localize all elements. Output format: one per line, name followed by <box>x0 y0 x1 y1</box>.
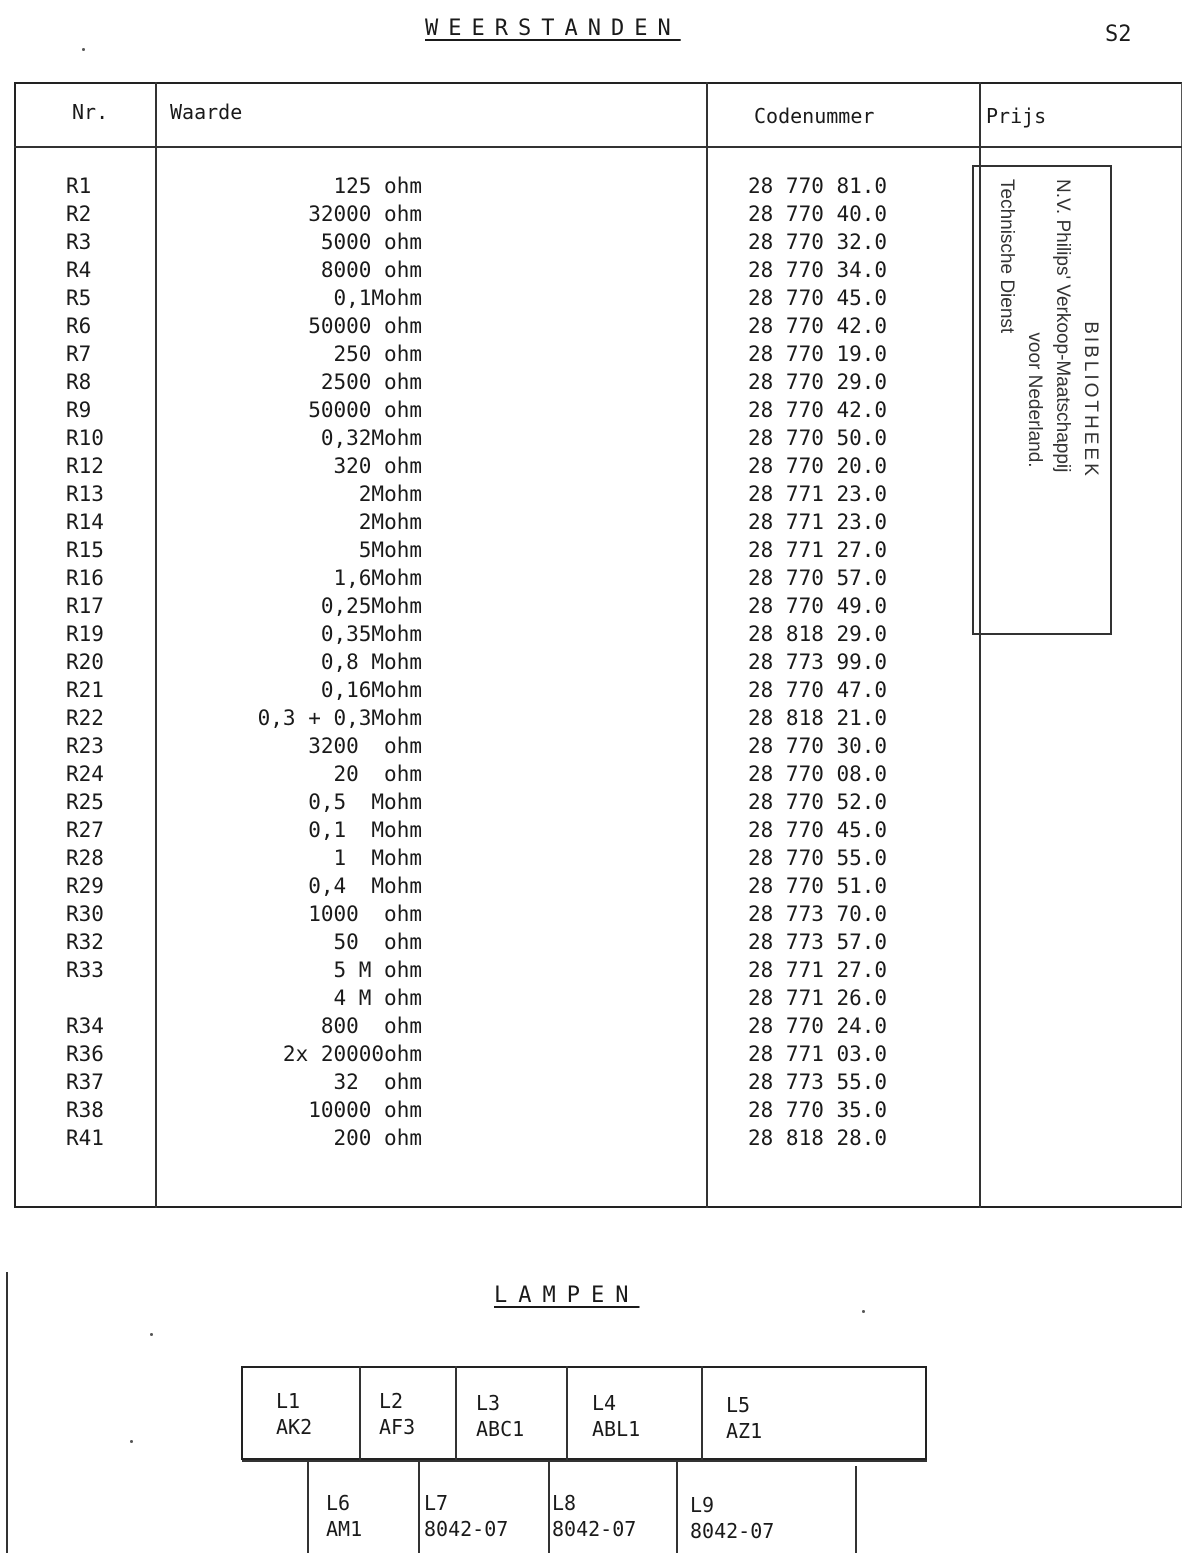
stamp-line: voor Nederland. <box>1024 332 1045 468</box>
row-code: 28 770 47.0 <box>748 678 888 702</box>
row-value: 50 ohm <box>333 930 422 954</box>
row-nr: R37 <box>66 1070 104 1094</box>
row-value: 0,5 Mohm <box>308 790 422 814</box>
row-code: 28 771 27.0 <box>748 958 888 982</box>
row-value: 2Mohm <box>358 482 422 506</box>
row-code: 28 770 45.0 <box>748 286 888 310</box>
row-nr: R19 <box>66 622 104 646</box>
stamp-line: N.V. Philips' Verkoop-Maatschappij <box>1052 179 1073 473</box>
row-nr: R5 <box>66 286 92 310</box>
lamp-cell-l1 <box>276 1388 312 1440</box>
row-value: 2500 ohm <box>320 370 422 394</box>
row-nr: R15 <box>66 538 104 562</box>
row-nr <box>66 984 156 1012</box>
row-code: 28 818 21.0 <box>748 706 888 730</box>
column-header-codenummer: Codenummer <box>754 104 875 128</box>
row-value: 5Mohm <box>358 538 422 562</box>
row-code: 28 773 57.0 <box>748 930 888 954</box>
row-value: 0,35Mohm <box>320 622 422 646</box>
row-nr: R14 <box>66 510 104 534</box>
row-nr: R17 <box>66 594 104 618</box>
row-nr: R16 <box>66 566 104 590</box>
lamp-type: ABL1 <box>592 1417 641 1441</box>
row-nr: R27 <box>66 818 104 842</box>
lamp-id: L4 <box>592 1391 617 1415</box>
row-nr: R9 <box>66 398 92 422</box>
row-value: 125 ohm <box>333 174 422 198</box>
row-nr: R36 <box>66 1042 104 1066</box>
cell-divider <box>701 1366 703 1460</box>
row-code: 28 818 29.0 <box>748 622 888 646</box>
lamp-id: L6 <box>326 1491 351 1515</box>
library-stamp <box>972 165 1112 635</box>
lamp-type: 8042-07 <box>552 1517 637 1541</box>
row-code: 28 771 26.0 <box>748 986 888 1010</box>
row-value: 32000 ohm <box>308 202 422 226</box>
column-header-waarde: Waarde <box>170 100 243 124</box>
speck <box>862 1310 865 1313</box>
row-value: 0,1Mohm <box>333 286 422 310</box>
row-code: 28 770 08.0 <box>748 762 888 786</box>
speck <box>130 1440 133 1443</box>
lamp-cell-l7 <box>424 1490 508 1542</box>
row-nr: R7 <box>66 342 92 366</box>
row-value: 1,6Mohm <box>333 566 422 590</box>
row-code: 28 770 42.0 <box>748 314 888 338</box>
row-nr: R33 <box>66 958 104 982</box>
row-code: 28 773 55.0 <box>748 1070 888 1094</box>
row-nr: R12 <box>66 454 104 478</box>
lamp-id: L3 <box>476 1391 501 1415</box>
cell-divider <box>359 1366 361 1460</box>
row-code: 28 771 23.0 <box>748 510 888 534</box>
row-code: 28 770 81.0 <box>748 174 888 198</box>
row-value: 3200 ohm <box>308 734 422 758</box>
column-header-prijs: Prijs <box>986 104 1047 128</box>
row-value: 32 ohm <box>333 1070 422 1094</box>
row-code: 28 770 52.0 <box>748 790 888 814</box>
row-code: 28 770 50.0 <box>748 426 888 450</box>
row-nr: R1 <box>66 174 92 198</box>
row-code: 28 770 34.0 <box>748 258 888 282</box>
row-value: 0,3 + 0,3Mohm <box>257 706 422 730</box>
row-code: 28 771 03.0 <box>748 1042 888 1066</box>
row-nr: R20 <box>66 650 104 674</box>
row-nr: R8 <box>66 370 92 394</box>
row-nr: R28 <box>66 846 104 870</box>
lamp-type: AZ1 <box>726 1419 763 1443</box>
row-code: 28 770 30.0 <box>748 734 888 758</box>
lampen-title: LAMPEN <box>494 1283 640 1308</box>
row-nr: R4 <box>66 258 92 282</box>
lamp-id: L5 <box>726 1393 751 1417</box>
row-value: 250 ohm <box>333 342 422 366</box>
row-nr: R13 <box>66 482 104 506</box>
row-code: 28 773 70.0 <box>748 902 888 926</box>
page-number: S2 <box>1105 22 1132 47</box>
row-value: 8000 ohm <box>320 258 422 282</box>
row-value: 50000 ohm <box>308 398 422 422</box>
cell-divider <box>566 1366 568 1460</box>
lamp-cell-l9 <box>690 1492 774 1544</box>
row-nr: R21 <box>66 678 104 702</box>
row-nr: R25 <box>66 790 104 814</box>
row-nr: R32 <box>66 930 104 954</box>
cell-divider <box>418 1460 420 1553</box>
row-code: 28 770 51.0 <box>748 874 888 898</box>
row-value: 2x 20000ohm <box>282 1042 422 1066</box>
lamp-cell-l3 <box>476 1390 524 1442</box>
cell-divider <box>855 1466 857 1553</box>
row-nr: R23 <box>66 734 104 758</box>
row-code: 28 770 45.0 <box>748 818 888 842</box>
row-code: 28 773 99.0 <box>748 650 888 674</box>
row-value: 5 M ohm <box>333 958 422 982</box>
row-code: 28 770 29.0 <box>748 370 888 394</box>
row-code: 28 771 23.0 <box>748 482 888 506</box>
lamp-cell-l4 <box>592 1390 640 1442</box>
table-header-divider <box>14 146 1182 148</box>
row-nr: R2 <box>66 202 92 226</box>
row-value: 10000 ohm <box>308 1098 422 1122</box>
column-divider <box>706 82 708 1208</box>
lamp-cell-l8 <box>552 1490 636 1542</box>
row-nr: R30 <box>66 902 104 926</box>
cell-divider <box>548 1460 550 1553</box>
row-value: 0,32Mohm <box>320 426 422 450</box>
row-value: 800 ohm <box>320 1014 422 1038</box>
row-code: 28 770 40.0 <box>748 202 888 226</box>
row-code: 28 771 27.0 <box>748 538 888 562</box>
margin-line <box>6 1272 8 1553</box>
row-value: 0,8 Mohm <box>320 650 422 674</box>
lamp-id: L2 <box>379 1389 404 1413</box>
lamp-cell-l5 <box>726 1392 762 1444</box>
row-value: 0,4 Mohm <box>308 874 422 898</box>
lamp-type: AM1 <box>326 1517 363 1541</box>
row-value: 1000 ohm <box>308 902 422 926</box>
row-code: 28 770 57.0 <box>748 566 888 590</box>
row-nr: R29 <box>66 874 104 898</box>
stamp-line: Technische Dienst <box>996 179 1017 334</box>
row-nr: R10 <box>66 426 104 450</box>
row-value: 320 ohm <box>333 454 422 478</box>
row-code: 28 770 32.0 <box>748 230 888 254</box>
lamp-type: ABC1 <box>476 1417 525 1441</box>
lamp-cell-l2 <box>379 1388 415 1440</box>
lamp-type: AF3 <box>379 1415 416 1439</box>
row-code: 28 770 49.0 <box>748 594 888 618</box>
row-code: 28 770 24.0 <box>748 1014 888 1038</box>
lamp-type: 8042-07 <box>690 1519 775 1543</box>
row-code: 28 770 35.0 <box>748 1098 888 1122</box>
row-value: 5000 ohm <box>320 230 422 254</box>
row-value: 0,1 Mohm <box>308 818 422 842</box>
lamp-id: L7 <box>424 1491 449 1515</box>
speck <box>82 48 85 51</box>
lamp-table-row-1 <box>241 1366 927 1460</box>
cell-divider <box>455 1366 457 1460</box>
row-code: 28 770 19.0 <box>748 342 888 366</box>
row-value: 4 M ohm <box>333 986 422 1010</box>
row-nr: R38 <box>66 1098 104 1122</box>
row-code: 28 818 28.0 <box>748 1126 888 1150</box>
lamp-type: 8042-07 <box>424 1517 509 1541</box>
column-nr <box>66 172 156 1152</box>
row-value: 50000 ohm <box>308 314 422 338</box>
row-value: 0,16Mohm <box>320 678 422 702</box>
lamp-cell-l6 <box>326 1490 362 1542</box>
lamp-id: L8 <box>552 1491 577 1515</box>
row-nr: R24 <box>66 762 104 786</box>
page-title: WEERSTANDEN <box>425 16 681 41</box>
column-header-nr: Nr. <box>72 100 109 124</box>
row-value: 1 Mohm <box>333 846 422 870</box>
row-value: 20 ohm <box>333 762 422 786</box>
row-code: 28 770 20.0 <box>748 454 888 478</box>
column-waarde <box>160 172 422 1152</box>
row-divider <box>242 1460 927 1462</box>
lamp-id: L9 <box>690 1493 715 1517</box>
row-nr: R22 <box>66 706 104 730</box>
cell-divider <box>307 1460 309 1553</box>
cell-divider <box>676 1460 678 1553</box>
row-value: 2Mohm <box>358 510 422 534</box>
row-nr: R34 <box>66 1014 104 1038</box>
row-nr: R41 <box>66 1126 104 1150</box>
row-nr: R6 <box>66 314 92 338</box>
lamp-id: L1 <box>276 1389 301 1413</box>
row-nr: R3 <box>66 230 92 254</box>
speck <box>150 1333 153 1336</box>
row-code: 28 770 55.0 <box>748 846 888 870</box>
stamp-line: BIBLIOTHEEK <box>1080 321 1101 479</box>
column-codenummer <box>748 172 948 1152</box>
row-code: 28 770 42.0 <box>748 398 888 422</box>
row-value: 0,25Mohm <box>320 594 422 618</box>
lamp-type: AK2 <box>276 1415 313 1439</box>
row-value: 200 ohm <box>333 1126 422 1150</box>
